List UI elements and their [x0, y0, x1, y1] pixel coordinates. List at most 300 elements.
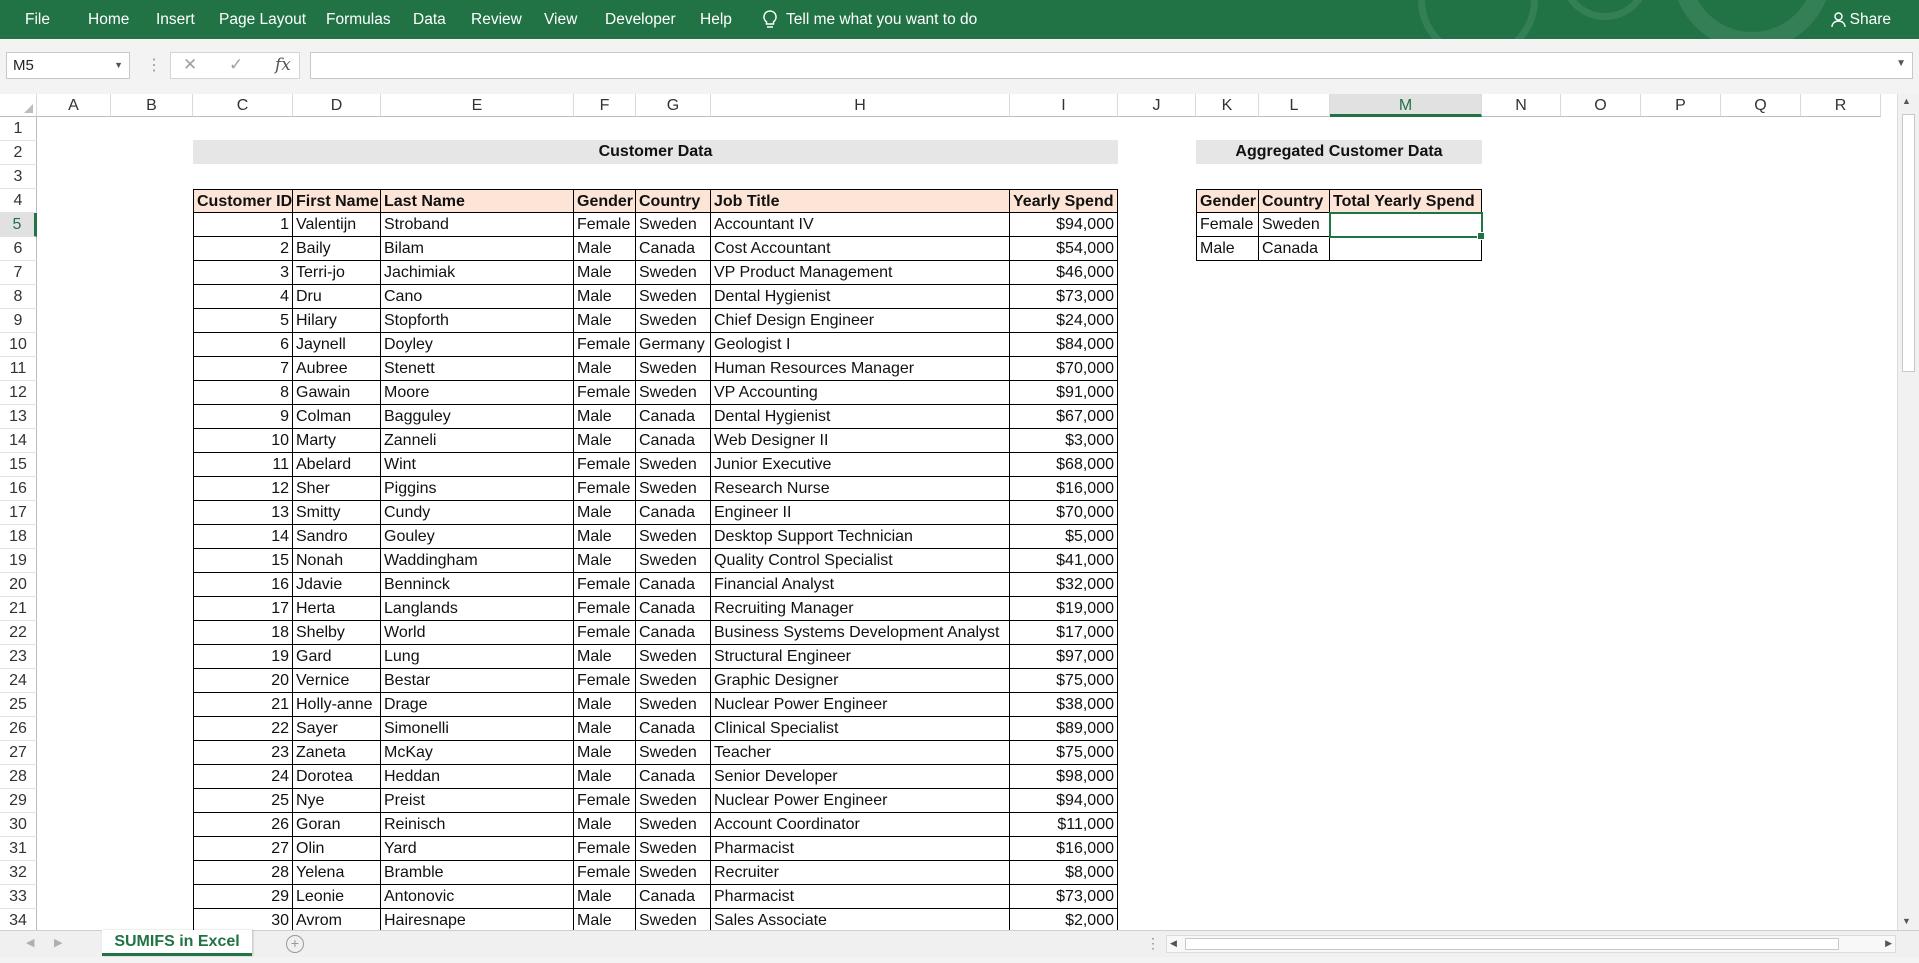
customer_table-cell[interactable]: Marty [293, 429, 381, 453]
menu-data[interactable]: Data [413, 11, 446, 28]
scroll-right-icon[interactable]: ▶ [1885, 938, 1892, 948]
customer_table-cell[interactable]: Hilary [293, 309, 381, 333]
customer_table-cell[interactable]: Female [574, 837, 636, 861]
customer_table-header-cell[interactable]: Yearly Spend [1010, 189, 1118, 213]
scroll-down-icon[interactable]: ▼ [1902, 916, 1911, 926]
customer_table-cell[interactable]: 14 [193, 525, 293, 549]
row-header-12[interactable]: 12 [0, 381, 37, 405]
customer_table-header-cell[interactable]: Country [636, 189, 711, 213]
row-header-25[interactable]: 25 [0, 693, 37, 717]
customer_table-cell[interactable]: Male [574, 645, 636, 669]
customer_table-cell[interactable]: Zaneta [293, 741, 381, 765]
customer_table-cell[interactable]: Engineer II [711, 501, 1010, 525]
customer_table-cell[interactable]: Yard [381, 837, 574, 861]
customer_table-cell[interactable]: 6 [193, 333, 293, 357]
customer_table-cell[interactable]: 7 [193, 357, 293, 381]
customer_table-header-cell[interactable]: First Name [293, 189, 381, 213]
customer_table-cell[interactable]: Olin [293, 837, 381, 861]
customer_table-cell[interactable]: Sweden [636, 789, 711, 813]
customer_table-cell[interactable]: Sweden [636, 813, 711, 837]
horizontal-scrollbar[interactable] [1166, 935, 1896, 953]
row-header-3[interactable]: 3 [0, 165, 37, 189]
customer_table-cell[interactable]: Sweden [636, 861, 711, 885]
customer_table-cell[interactable]: Antonovic [381, 885, 574, 909]
column-header-g[interactable]: G [636, 94, 711, 117]
customer_table-cell[interactable]: Canada [636, 621, 711, 645]
column-header-m[interactable]: M [1330, 94, 1482, 117]
customer_table-cell[interactable]: Drage [381, 693, 574, 717]
customer_table-cell[interactable]: Geologist I [711, 333, 1010, 357]
customer_table-cell[interactable]: Male [574, 717, 636, 741]
customer_table-cell[interactable]: $24,000 [1010, 309, 1118, 333]
customer_table-cell[interactable]: Wint [381, 453, 574, 477]
customer_table-cell[interactable]: Male [574, 405, 636, 429]
customer_table-cell[interactable]: Gawain [293, 381, 381, 405]
row-header-21[interactable]: 21 [0, 597, 37, 621]
customer_table-cell[interactable]: Sweden [636, 261, 711, 285]
row-header-13[interactable]: 13 [0, 405, 37, 429]
row-header-30[interactable]: 30 [0, 813, 37, 837]
customer_table-cell[interactable]: Holly-anne [293, 693, 381, 717]
customer_table-cell[interactable]: $32,000 [1010, 573, 1118, 597]
row-header-28[interactable]: 28 [0, 765, 37, 789]
customer_table-cell[interactable]: Dorotea [293, 765, 381, 789]
aggregate_table-header-cell[interactable]: Gender [1196, 189, 1259, 213]
customer_table-cell[interactable]: Canada [636, 765, 711, 789]
customer_table-cell[interactable]: Female [574, 861, 636, 885]
customer_table-cell[interactable]: 13 [193, 501, 293, 525]
customer_table-cell[interactable]: $41,000 [1010, 549, 1118, 573]
row-header-33[interactable]: 33 [0, 885, 37, 909]
customer_table-cell[interactable]: $89,000 [1010, 717, 1118, 741]
customer_table-cell[interactable]: Chief Design Engineer [711, 309, 1010, 333]
customer_table-cell[interactable]: $98,000 [1010, 765, 1118, 789]
customer_table-cell[interactable]: Sweden [636, 477, 711, 501]
column-header-d[interactable]: D [293, 94, 381, 117]
row-header-7[interactable]: 7 [0, 261, 37, 285]
customer_table-cell[interactable]: Canada [636, 885, 711, 909]
customer_table-cell[interactable]: Recruiter [711, 861, 1010, 885]
aggregate_table-cell[interactable]: Canada [1259, 237, 1330, 261]
customer_table-cell[interactable]: Male [574, 741, 636, 765]
customer_table-cell[interactable]: Sandro [293, 525, 381, 549]
aggregate_table-cell[interactable]: Sweden [1259, 213, 1330, 237]
customer_table-cell[interactable]: Langlands [381, 597, 574, 621]
row-header-22[interactable]: 22 [0, 621, 37, 645]
customer_table-cell[interactable]: Stroband [381, 213, 574, 237]
customer_table-header-cell[interactable]: Gender [574, 189, 636, 213]
column-header-q[interactable]: Q [1721, 94, 1801, 117]
customer_table-cell[interactable]: Simonelli [381, 717, 574, 741]
customer_table-cell[interactable]: 25 [193, 789, 293, 813]
customer_table-cell[interactable]: Sweden [636, 837, 711, 861]
customer_table-cell[interactable]: Reinisch [381, 813, 574, 837]
customer_table-cell[interactable]: Dental Hygienist [711, 405, 1010, 429]
column-header-f[interactable]: F [574, 94, 636, 117]
customer_table-cell[interactable]: Female [574, 669, 636, 693]
row-header-26[interactable]: 26 [0, 717, 37, 741]
worksheet-grid[interactable] [0, 94, 1897, 930]
customer_table-cell[interactable]: Piggins [381, 477, 574, 501]
customer_table-cell[interactable]: Gard [293, 645, 381, 669]
customer_table-cell[interactable]: Graphic Designer [711, 669, 1010, 693]
customer_table-cell[interactable]: Bramble [381, 861, 574, 885]
customer_table-cell[interactable]: $73,000 [1010, 285, 1118, 309]
menu-help[interactable]: Help [700, 11, 732, 28]
customer_table-cell[interactable]: $94,000 [1010, 213, 1118, 237]
customer_table-cell[interactable]: Canada [636, 597, 711, 621]
row-header-31[interactable]: 31 [0, 837, 37, 861]
row-header-8[interactable]: 8 [0, 285, 37, 309]
column-header-e[interactable]: E [381, 94, 574, 117]
customer_table-cell[interactable]: Accountant IV [711, 213, 1010, 237]
customer_table-cell[interactable]: $94,000 [1010, 789, 1118, 813]
sheet-tab-sumifs[interactable]: SUMIFS in Excel [102, 930, 252, 956]
row-header-23[interactable]: 23 [0, 645, 37, 669]
customer_table-cell[interactable]: World [381, 621, 574, 645]
customer_table-cell[interactable]: $5,000 [1010, 525, 1118, 549]
customer_table-cell[interactable]: $16,000 [1010, 477, 1118, 501]
customer_table-cell[interactable]: Sales Associate [711, 909, 1010, 930]
customer_table-cell[interactable]: $75,000 [1010, 669, 1118, 693]
customer_table-cell[interactable]: 19 [193, 645, 293, 669]
row-header-29[interactable]: 29 [0, 789, 37, 813]
customer_table-cell[interactable]: $2,000 [1010, 909, 1118, 930]
customer_table-cell[interactable]: Sweden [636, 741, 711, 765]
customer_table-cell[interactable]: Avrom [293, 909, 381, 930]
customer_table-cell[interactable]: Doyley [381, 333, 574, 357]
customer_table-cell[interactable]: Colman [293, 405, 381, 429]
prev-sheet-icon[interactable]: ◀ [26, 937, 35, 949]
customer_table-cell[interactable]: $91,000 [1010, 381, 1118, 405]
column-header-c[interactable]: C [193, 94, 293, 117]
column-header-h[interactable]: H [711, 94, 1010, 117]
customer_table-cell[interactable]: $70,000 [1010, 501, 1118, 525]
customer_table-header-cell[interactable]: Job Title [711, 189, 1010, 213]
column-header-r[interactable]: R [1801, 94, 1881, 117]
customer_table-cell[interactable]: Female [574, 453, 636, 477]
customer_table-cell[interactable]: $67,000 [1010, 405, 1118, 429]
tell-me-search[interactable] [762, 0, 977, 39]
customer_table-cell[interactable]: Male [574, 429, 636, 453]
customer_table-cell[interactable]: Male [574, 525, 636, 549]
customer_table-cell[interactable]: 9 [193, 405, 293, 429]
cancel-icon[interactable]: ✕ [183, 55, 198, 74]
customer_table-cell[interactable]: Male [574, 909, 636, 930]
customer_table-cell[interactable]: Shelby [293, 621, 381, 645]
customer_table-header-cell[interactable]: Last Name [381, 189, 574, 213]
menu-insert[interactable]: Insert [156, 11, 195, 28]
customer_table-cell[interactable]: Aubree [293, 357, 381, 381]
customer_table-cell[interactable]: Cost Accountant [711, 237, 1010, 261]
row-header-1[interactable]: 1 [0, 117, 37, 141]
customer_table-cell[interactable]: Sweden [636, 357, 711, 381]
customer_table-cell[interactable]: Female [574, 381, 636, 405]
customer_table-cell[interactable]: Sweden [636, 549, 711, 573]
customer_table-cell[interactable]: Female [574, 621, 636, 645]
customer_table-cell[interactable]: Zanneli [381, 429, 574, 453]
aggregate-data-title[interactable]: Aggregated Customer Data [1196, 140, 1482, 164]
customer_table-cell[interactable]: VP Product Management [711, 261, 1010, 285]
customer_table-cell[interactable]: Preist [381, 789, 574, 813]
customer_table-cell[interactable]: $3,000 [1010, 429, 1118, 453]
customer_table-cell[interactable]: Bagguley [381, 405, 574, 429]
customer_table-cell[interactable]: Sweden [636, 285, 711, 309]
customer_table-cell[interactable]: 27 [193, 837, 293, 861]
customer_table-cell[interactable]: Sweden [636, 381, 711, 405]
customer_table-cell[interactable]: Jachimiak [381, 261, 574, 285]
customer_table-cell[interactable]: Germany [636, 333, 711, 357]
customer_table-cell[interactable]: $8,000 [1010, 861, 1118, 885]
customer_table-cell[interactable]: Pharmacist [711, 885, 1010, 909]
customer_table-cell[interactable]: Sweden [636, 909, 711, 930]
customer_table-cell[interactable]: Female [574, 573, 636, 597]
customer_table-cell[interactable]: $19,000 [1010, 597, 1118, 621]
customer_table-cell[interactable]: Nuclear Power Engineer [711, 789, 1010, 813]
customer_table-cell[interactable]: Abelard [293, 453, 381, 477]
column-header-o[interactable]: O [1561, 94, 1641, 117]
customer_table-cell[interactable]: Structural Engineer [711, 645, 1010, 669]
customer_table-cell[interactable]: Canada [636, 405, 711, 429]
row-header-10[interactable]: 10 [0, 333, 37, 357]
customer_table-cell[interactable]: Jdavie [293, 573, 381, 597]
aggregate_table-cell[interactable]: Female [1196, 213, 1259, 237]
customer_table-cell[interactable]: Male [574, 693, 636, 717]
customer_table-cell[interactable]: 30 [193, 909, 293, 930]
customer_table-cell[interactable]: Heddan [381, 765, 574, 789]
vertical-scroll-thumb[interactable] [1902, 114, 1915, 372]
customer_table-cell[interactable]: Cundy [381, 501, 574, 525]
aggregate_table-header-cell[interactable]: Total Yearly Spend [1330, 189, 1482, 213]
column-header-l[interactable]: L [1259, 94, 1330, 117]
customer_table-cell[interactable]: Female [574, 333, 636, 357]
customer_table-cell[interactable]: $75,000 [1010, 741, 1118, 765]
customer_table-cell[interactable]: Male [574, 261, 636, 285]
name-box-dropdown-icon[interactable]: ▼ [114, 60, 123, 70]
customer_table-cell[interactable]: Moore [381, 381, 574, 405]
formula-input[interactable] [310, 52, 1913, 79]
customer_table-cell[interactable]: Gouley [381, 525, 574, 549]
customer_table-cell[interactable]: Sweden [636, 693, 711, 717]
customer_table-cell[interactable]: Male [574, 357, 636, 381]
customer_table-cell[interactable]: 17 [193, 597, 293, 621]
row-header-24[interactable]: 24 [0, 669, 37, 693]
scroll-up-icon[interactable]: ▲ [1902, 96, 1911, 106]
row-header-9[interactable]: 9 [0, 309, 37, 333]
customer_table-cell[interactable]: Male [574, 285, 636, 309]
customer_table-cell[interactable]: 5 [193, 309, 293, 333]
customer_table-cell[interactable]: $16,000 [1010, 837, 1118, 861]
customer_table-cell[interactable]: Female [574, 213, 636, 237]
customer_table-cell[interactable]: Stopforth [381, 309, 574, 333]
customer_table-cell[interactable]: 18 [193, 621, 293, 645]
customer_table-cell[interactable]: Desktop Support Technician [711, 525, 1010, 549]
customer_table-cell[interactable]: Herta [293, 597, 381, 621]
customer_table-cell[interactable]: 21 [193, 693, 293, 717]
formula-bar-grip-icon[interactable]: ⋮ [146, 57, 161, 74]
customer_table-cell[interactable]: Canada [636, 501, 711, 525]
customer_table-cell[interactable]: Nonah [293, 549, 381, 573]
customer_table-cell[interactable]: Nye [293, 789, 381, 813]
customer_table-cell[interactable]: Female [574, 789, 636, 813]
customer_table-cell[interactable]: Valentijn [293, 213, 381, 237]
menu-page-layout[interactable]: Page Layout [219, 11, 307, 28]
customer_table-cell[interactable]: $11,000 [1010, 813, 1118, 837]
customer_table-cell[interactable]: 12 [193, 477, 293, 501]
customer_table-cell[interactable]: 11 [193, 453, 293, 477]
row-header-19[interactable]: 19 [0, 549, 37, 573]
row-header-17[interactable]: 17 [0, 501, 37, 525]
customer_table-cell[interactable]: VP Accounting [711, 381, 1010, 405]
column-header-j[interactable]: J [1118, 94, 1196, 117]
customer_table-cell[interactable]: 8 [193, 381, 293, 405]
customer_table-cell[interactable]: Web Designer II [711, 429, 1010, 453]
customer_table-cell[interactable]: Male [574, 501, 636, 525]
add-sheet-icon[interactable]: + [286, 935, 304, 953]
customer_table-cell[interactable]: McKay [381, 741, 574, 765]
menu-developer[interactable]: Developer [605, 11, 676, 28]
customer_table-cell[interactable]: $73,000 [1010, 885, 1118, 909]
customer_table-cell[interactable]: $46,000 [1010, 261, 1118, 285]
row-header-6[interactable]: 6 [0, 237, 37, 261]
customer_table-cell[interactable]: Quality Control Specialist [711, 549, 1010, 573]
customer_table-cell[interactable]: Business Systems Development Analyst [711, 621, 1010, 645]
column-header-a[interactable]: A [37, 94, 111, 117]
row-header-14[interactable]: 14 [0, 429, 37, 453]
customer_table-cell[interactable]: Sweden [636, 309, 711, 333]
customer_table-cell[interactable]: 22 [193, 717, 293, 741]
menu-home[interactable]: Home [88, 11, 130, 28]
customer_table-cell[interactable]: 29 [193, 885, 293, 909]
customer_table-cell[interactable]: $17,000 [1010, 621, 1118, 645]
customer_table-cell[interactable]: 20 [193, 669, 293, 693]
customer_table-cell[interactable]: Male [574, 309, 636, 333]
customer_table-cell[interactable]: Jaynell [293, 333, 381, 357]
row-header-32[interactable]: 32 [0, 861, 37, 885]
customer_table-cell[interactable]: Yelena [293, 861, 381, 885]
customer_table-cell[interactable]: 1 [193, 213, 293, 237]
customer_table-cell[interactable]: 26 [193, 813, 293, 837]
insert-function-icon[interactable]: fx [275, 55, 291, 75]
customer_table-cell[interactable]: 4 [193, 285, 293, 309]
customer_table-cell[interactable]: 2 [193, 237, 293, 261]
customer_table-cell[interactable]: 23 [193, 741, 293, 765]
row-header-18[interactable]: 18 [0, 525, 37, 549]
customer_table-header-cell[interactable]: Customer ID [193, 189, 293, 213]
customer_table-cell[interactable]: Canada [636, 573, 711, 597]
customer_table-cell[interactable]: 16 [193, 573, 293, 597]
customer_table-cell[interactable]: Financial Analyst [711, 573, 1010, 597]
customer_table-cell[interactable]: Lung [381, 645, 574, 669]
name-box[interactable] [6, 52, 130, 79]
row-header-16[interactable]: 16 [0, 477, 37, 501]
customer_table-cell[interactable]: Bestar [381, 669, 574, 693]
customer_table-cell[interactable]: Male [574, 885, 636, 909]
menu-review[interactable]: Review [471, 11, 522, 28]
customer_table-cell[interactable]: $70,000 [1010, 357, 1118, 381]
customer_table-cell[interactable]: 10 [193, 429, 293, 453]
aggregate_table-header-cell[interactable]: Country [1259, 189, 1330, 213]
customer_table-cell[interactable]: Male [574, 813, 636, 837]
customer_table-cell[interactable]: $84,000 [1010, 333, 1118, 357]
customer_table-cell[interactable]: Stenett [381, 357, 574, 381]
customer_table-cell[interactable]: 3 [193, 261, 293, 285]
customer_table-cell[interactable]: Leonie [293, 885, 381, 909]
scroll-left-icon[interactable]: ◀ [1170, 938, 1177, 948]
customer_table-cell[interactable]: Dru [293, 285, 381, 309]
customer_table-cell[interactable]: Sayer [293, 717, 381, 741]
row-header-4[interactable]: 4 [0, 189, 37, 213]
customer_table-cell[interactable]: Junior Executive [711, 453, 1010, 477]
customer_table-cell[interactable]: Sweden [636, 669, 711, 693]
customer_table-cell[interactable]: Goran [293, 813, 381, 837]
customer_table-cell[interactable]: Benninck [381, 573, 574, 597]
customer_table-cell[interactable]: Sweden [636, 213, 711, 237]
customer_table-cell[interactable]: $97,000 [1010, 645, 1118, 669]
customer_table-cell[interactable]: Account Coordinator [711, 813, 1010, 837]
horizontal-scroll-thumb[interactable] [1185, 938, 1839, 950]
row-header-5[interactable]: 5 [0, 213, 37, 237]
customer_table-cell[interactable]: Canada [636, 237, 711, 261]
column-header-p[interactable]: P [1641, 94, 1721, 117]
row-header-11[interactable]: 11 [0, 357, 37, 381]
customer_table-cell[interactable]: Male [574, 237, 636, 261]
row-header-27[interactable]: 27 [0, 741, 37, 765]
customer_table-cell[interactable]: Sweden [636, 453, 711, 477]
customer_table-cell[interactable]: Baily [293, 237, 381, 261]
customer_table-cell[interactable]: $38,000 [1010, 693, 1118, 717]
row-header-20[interactable]: 20 [0, 573, 37, 597]
customer_table-cell[interactable]: Nuclear Power Engineer [711, 693, 1010, 717]
enter-icon[interactable]: ✓ [229, 55, 244, 74]
customer_table-cell[interactable]: Cano [381, 285, 574, 309]
customer_table-cell[interactable]: Vernice [293, 669, 381, 693]
customer_table-cell[interactable]: Bilam [381, 237, 574, 261]
customer_table-cell[interactable]: Sweden [636, 645, 711, 669]
customer_table-cell[interactable]: 15 [193, 549, 293, 573]
customer_table-cell[interactable]: 24 [193, 765, 293, 789]
customer_table-cell[interactable]: Research Nurse [711, 477, 1010, 501]
vertical-scrollbar[interactable] [1897, 94, 1919, 930]
customer_table-cell[interactable]: Terri-jo [293, 261, 381, 285]
customer_table-cell[interactable]: Canada [636, 717, 711, 741]
select-all-button[interactable] [0, 94, 37, 117]
column-header-b[interactable]: B [111, 94, 193, 117]
row-header-34[interactable]: 34 [0, 909, 37, 930]
aggregate_table-cell[interactable]: Male [1196, 237, 1259, 261]
active-cell-cursor[interactable] [1329, 212, 1483, 238]
column-header-k[interactable]: K [1196, 94, 1259, 117]
customer_table-cell[interactable]: $54,000 [1010, 237, 1118, 261]
column-header-i[interactable]: I [1010, 94, 1118, 117]
customer_table-cell[interactable]: Senior Developer [711, 765, 1010, 789]
customer-data-title[interactable]: Customer Data [193, 140, 1118, 164]
menu-view[interactable]: View [544, 11, 578, 28]
menu-formulas[interactable]: Formulas [326, 11, 391, 28]
customer_table-cell[interactable]: Female [574, 477, 636, 501]
column-header-n[interactable]: N [1482, 94, 1561, 117]
customer_table-cell[interactable]: Canada [636, 429, 711, 453]
next-sheet-icon[interactable]: ▶ [54, 937, 63, 949]
customer_table-cell[interactable]: Male [574, 765, 636, 789]
customer_table-cell[interactable]: $68,000 [1010, 453, 1118, 477]
customer_table-cell[interactable]: Female [574, 597, 636, 621]
row-header-15[interactable]: 15 [0, 453, 37, 477]
customer_table-cell[interactable]: Pharmacist [711, 837, 1010, 861]
customer_table-cell[interactable]: Hairesnape [381, 909, 574, 930]
customer_table-cell[interactable]: Sweden [636, 525, 711, 549]
expand-formula-bar-icon[interactable]: ▼ [1896, 58, 1906, 69]
